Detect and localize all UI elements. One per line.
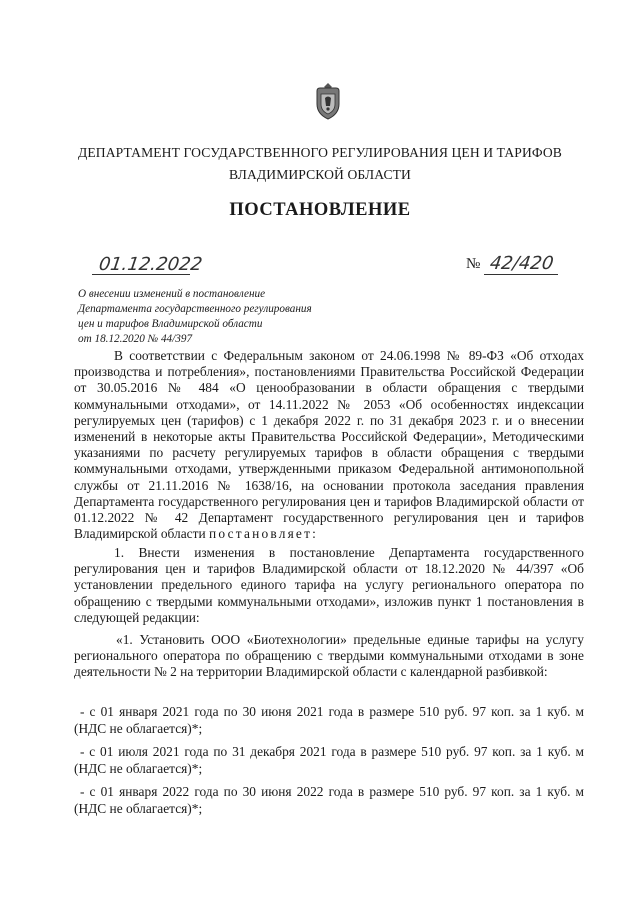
preamble-paragraph xyxy=(74,348,584,542)
tariff-list-item: - с 01 января 2022 года по 30 июня 2022 года в размере 510 руб. 97 коп. за 1 куб. м (НДС не облагается)*; xyxy=(74,784,584,816)
subject-line: О внесении изменений в постановление xyxy=(78,288,266,300)
document-subject xyxy=(78,287,312,347)
department-name: ДЕПАРТАМЕНТ ГОСУДАРСТВЕННОГО РЕГУЛИРОВАНИЯ ЦЕН И ТАРИФОВ xyxy=(78,145,562,160)
tariff-list-item: - с 01 июля 2021 года по 31 декабря 2021 года в размере 510 руб. 97 коп. за 1 куб. м (НДС не облагается)*; xyxy=(74,744,584,776)
number-underline xyxy=(484,274,558,275)
subject-line: Департамента государственного регулирования xyxy=(78,303,312,315)
item-1-paragraph: 1. Внести изменения в постановление Департамента государственного регулирования цен и тарифов Владимирской области от 18.12.2020 № 44/397 «Об установлении предельного единого тарифа на услугу регионального оператора по обращению с твердыми коммунальными отходами», изложив пункт 1 постановления в следующей редакции: xyxy=(74,545,584,625)
resolves-word: постановляет: xyxy=(208,526,319,542)
item-1-quote-paragraph: «1. Установить ООО «Биотехнологии» предельные единые тарифы на услугу регионального оператора по обращению с твердыми коммунальными отходами в зоне деятельности № 2 на территории Владимирской области с календарной разбивкой: xyxy=(74,632,584,680)
document-type-title: ПОСТАНОВЛЕНИЕ xyxy=(229,200,411,220)
subject-line: от 18.12.2020 № 44/397 xyxy=(78,333,193,345)
coat-of-arms-icon xyxy=(313,82,343,120)
preamble-text: В соответствии с Федеральным законом от 24.06.1998 № 89-ФЗ «Об отходах производства и потребления», постановлениями Правительства Российской Федерации от 30.05.2016 № 484 «О ценообразовании в области обращения с твердыми коммунальными отходами», от 14.11.2022 № 2053 «Об особенностях индексации регулируемых цен (тарифов) с 1 декабря 2022 г. по 31 декабря 2023 г. и о внесении изменений в некоторые акты Правительства Российской Федерации», Методическими указаниями по расчету регулируемых тарифов в области обращения с твердыми коммунальными отходами, утвержденными приказом Федеральной антимонопольной службы от 21.11.2016 № 1638/16, на основании протокола заседания правления Департамента государственного регулирования цен и тарифов Владимирской области от 01.12.2022 № 42 Департамент государственного регулирования цен и тарифов Владимирской области xyxy=(74,348,584,542)
tariff-list-item: - с 01 января 2021 года по 30 июня 2021 года в размере 510 руб. 97 коп. за 1 куб. м (НДС не облагается)*; xyxy=(74,704,584,736)
date-underline xyxy=(92,274,190,275)
subject-line: цен и тарифов Владимирской области xyxy=(78,318,263,330)
number-label: № xyxy=(466,256,481,272)
document-date: 01.12.2022 xyxy=(97,254,204,275)
region-name: ВЛАДИМИРСКОЙ ОБЛАСТИ xyxy=(229,167,411,182)
document-number: 42/420 xyxy=(488,253,555,274)
